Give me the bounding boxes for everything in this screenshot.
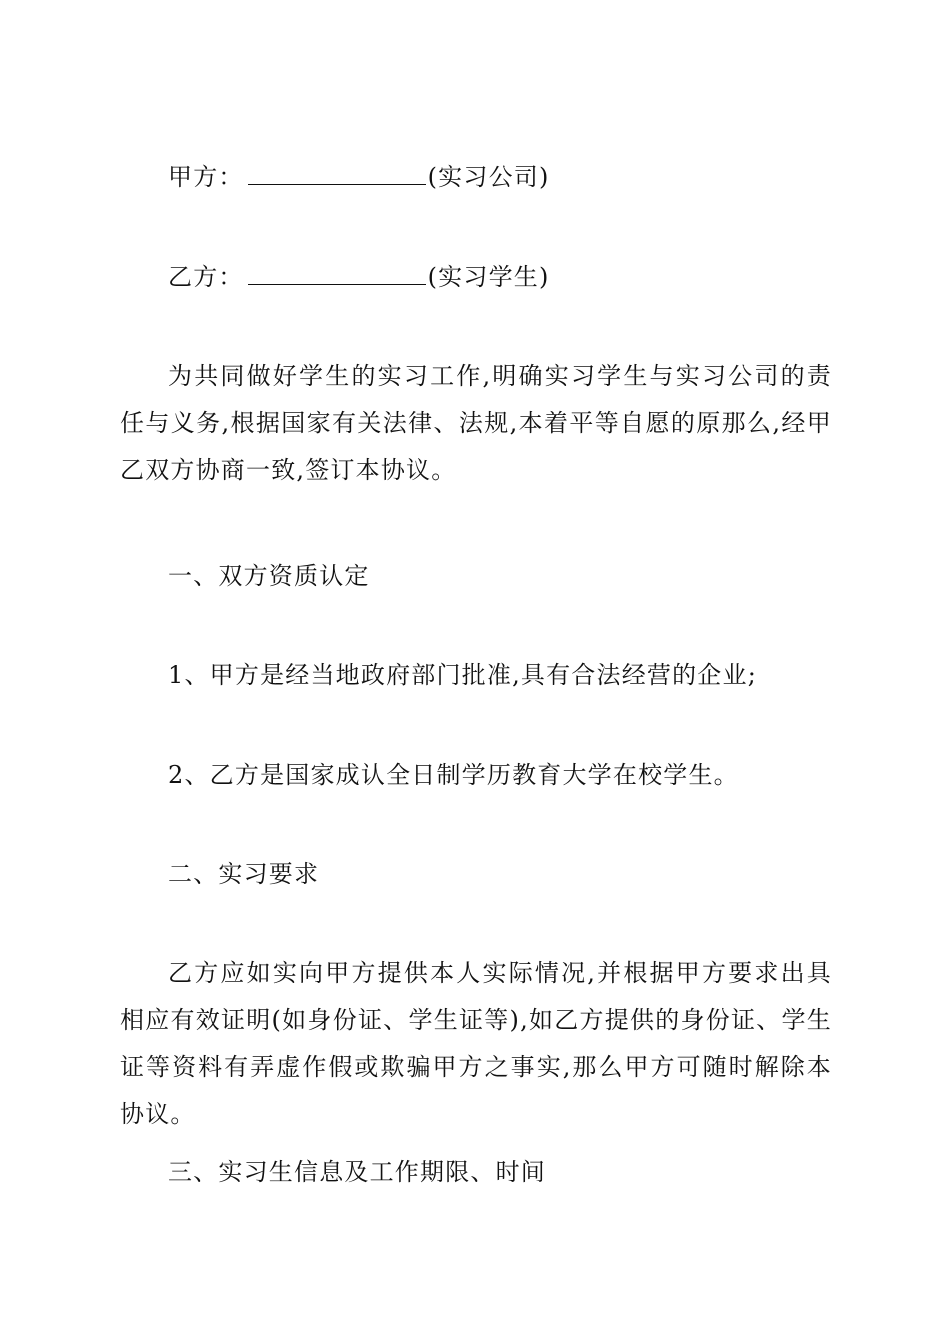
section2-body: 乙方应如实向甲方提供本人实际情况,并根据甲方要求出具相应有效证明(如身份证、学生证等),如乙方提供的身份证、学生证等资料有弄虚作假或欺骗甲方之事实,那么甲方可随时解除本协议。 [120, 959, 832, 1128]
party-a-label: 甲方： [168, 163, 244, 191]
section1-item-1: 1、甲方是经当地政府部门批准,具有合法经营的企业; [168, 661, 757, 689]
section3-heading: 三、实习生信息及工作期限、时间 [168, 1158, 546, 1186]
party-a-blank [248, 164, 426, 185]
party-b-suffix: (实习学生) [427, 263, 550, 291]
party-a-line [168, 162, 550, 192]
section1-heading: 一、双方资质认定 [168, 562, 370, 590]
section2-heading: 二、实习要求 [168, 860, 320, 888]
party-b-blank [248, 264, 426, 285]
party-b-line [168, 262, 550, 292]
party-a-suffix: (实习公司) [427, 163, 550, 191]
party-b-label: 乙方： [168, 263, 244, 291]
intro-paragraph: 为共同做好学生的实习工作,明确实习学生与实习公司的责任与义务,根据国家有关法律、法规,本着平等自愿的原那么,经甲乙双方协商一致,签订本协议。 [120, 362, 832, 484]
section1-item-2: 2、乙方是国家成认全日制学历教育大学在校学生。 [168, 761, 739, 789]
